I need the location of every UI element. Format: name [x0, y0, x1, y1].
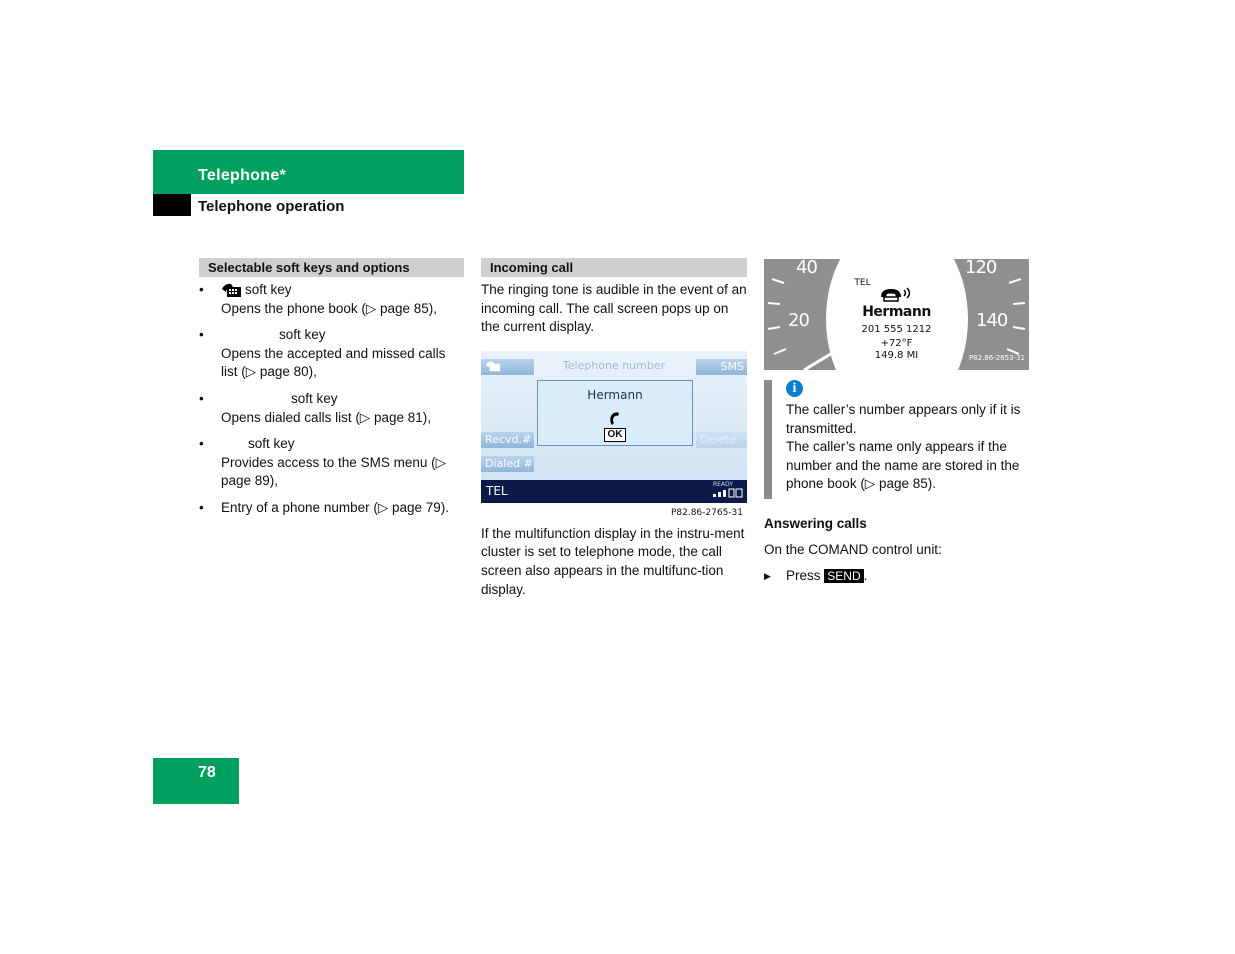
- incoming-call-heading: Incoming call: [481, 258, 747, 277]
- cluster-caller-name: Hermann: [862, 304, 931, 320]
- soft-key-desc: Opens the phone book (▷ page 85),: [221, 300, 438, 316]
- cluster-figure-code: P82.86-2653-31: [968, 354, 1025, 363]
- soft-key-label: soft key: [248, 436, 295, 452]
- speed-label-right-bottom: 140: [976, 310, 1008, 331]
- info-bar: [764, 380, 772, 499]
- soft-key-desc: Opens dialed calls list (▷ page 81),: [221, 409, 431, 425]
- page-number: 78: [198, 764, 216, 781]
- screen-phonebook-button: [481, 359, 534, 375]
- screen-dialed-button: Dialed #: [481, 456, 534, 472]
- soft-keys-list: [199, 281, 464, 518]
- soft-keys-column: [199, 258, 464, 526]
- chapter-header: [153, 150, 464, 194]
- incoming-call-column: [481, 258, 747, 599]
- info-line: The caller’s number appears only if it is transmitted.: [786, 402, 1021, 436]
- call-popup: [537, 380, 693, 446]
- instrument-cluster-image: [764, 259, 1029, 370]
- cluster-mode: TEL: [854, 278, 871, 288]
- speed-label-left-top: 40: [796, 259, 817, 278]
- soft-keys-heading: Selectable soft keys and options: [199, 258, 464, 277]
- soft-key-label: soft key: [279, 327, 326, 343]
- answering-column: [764, 259, 1030, 586]
- screen-title: Telephone number: [562, 358, 666, 372]
- info-note: [764, 380, 1030, 494]
- handset-icon: [608, 411, 622, 427]
- screen-recvd-button: Recvd.#: [481, 432, 534, 448]
- subsection-marker: [153, 194, 191, 216]
- list-item: [199, 435, 464, 491]
- soft-key-desc: Provides access to the SMS menu (▷ page 89),: [221, 454, 446, 489]
- press-end: .: [863, 568, 868, 584]
- soft-key-desc: • Entry of a phone number (▷ page 79).: [221, 499, 450, 515]
- info-icon: i: [786, 380, 803, 397]
- list-item: [199, 326, 464, 382]
- ready-label: READY: [712, 480, 733, 488]
- soft-key-desc: Opens the accepted and missed calls list (▷ page 80),: [221, 345, 446, 380]
- cluster-temperature: +72°F: [880, 338, 913, 349]
- ringing-phone-icon: [877, 285, 917, 303]
- figure-code: P82.86-2765-31: [670, 507, 743, 518]
- multifunction-note: If the multifunction display in the instru-ment cluster is set to telephone mode, the call screen also appears in the multifunc-tion display.: [481, 525, 745, 597]
- list-item: [199, 281, 464, 318]
- screen-sms-button: SMS: [696, 359, 747, 375]
- answering-intro: On the COMAND control unit:: [764, 541, 942, 557]
- incoming-call-intro: The ringing tone is audible in the event of an incoming call. The call screen pops up on the current display.: [481, 282, 747, 335]
- list-item: [199, 390, 464, 427]
- subsection-title: Telephone operation: [198, 198, 345, 215]
- chapter-title: Telephone*: [198, 167, 287, 184]
- speed-label-right-top: 120: [965, 259, 997, 278]
- press-step: [764, 567, 1030, 586]
- press-label: Press: [786, 568, 821, 584]
- info-line: The caller’s name only appears if the number and the name are stored in the phone book (▷ page 85).: [786, 439, 1020, 492]
- status-mode-label: TEL: [486, 483, 508, 498]
- soft-key-label: soft key: [291, 390, 338, 406]
- ok-key: OK: [604, 428, 626, 442]
- phonebook-icon: [221, 282, 242, 298]
- screen-status-bar: [481, 480, 747, 503]
- soft-key-label: • soft key: [245, 282, 292, 297]
- comand-call-screen: [481, 351, 747, 503]
- signal-strength-icon: [713, 488, 743, 498]
- speed-label-left-bottom: 20: [788, 310, 809, 331]
- send-key: SEND: [824, 569, 863, 583]
- phonebook-icon: [485, 360, 501, 372]
- screen-delete-button: Delete: [696, 432, 747, 448]
- list-item: [199, 499, 464, 518]
- page-number-box: [153, 758, 239, 804]
- cluster-mileage: 149.8 MI: [874, 350, 919, 361]
- answering-heading: Answering calls: [764, 515, 867, 531]
- cluster-caller-number: 201 555 1212: [861, 324, 932, 335]
- popup-caller-name: Hermann: [587, 387, 643, 402]
